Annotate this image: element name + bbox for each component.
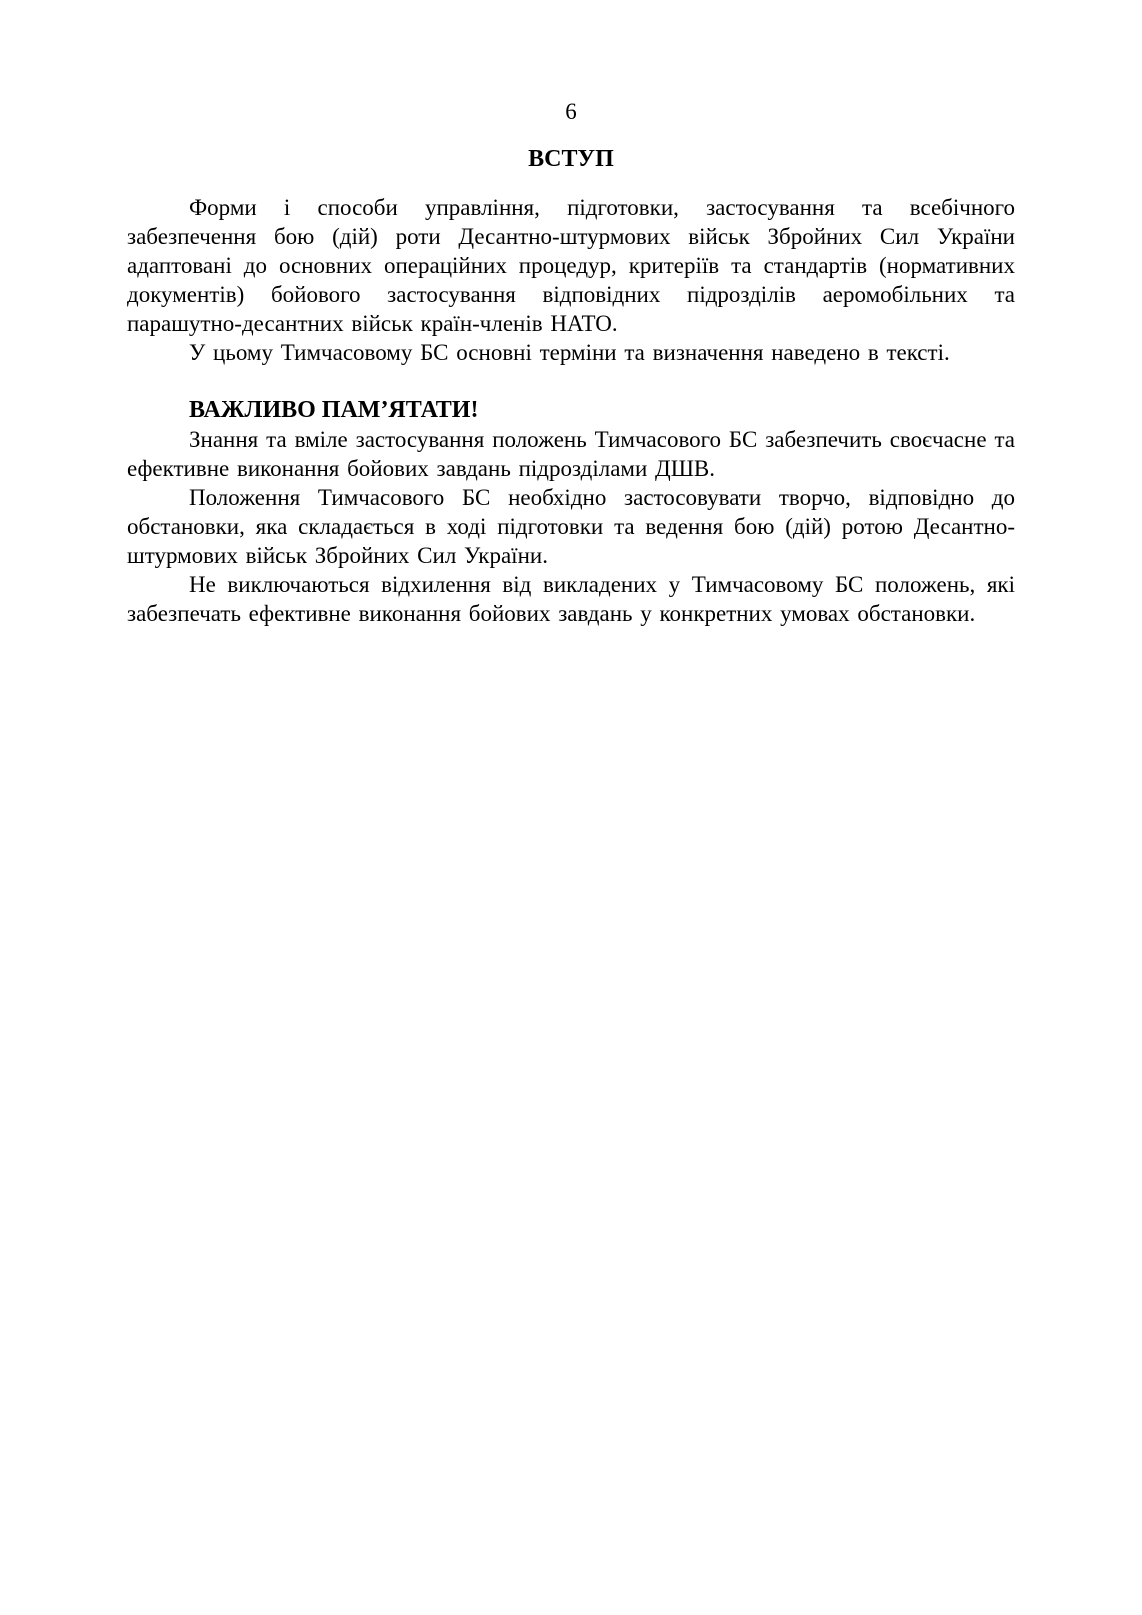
important-paragraph-2: Положення Тимчасового БС необхідно застосовувати творчо, відповідно до обстановки, яка складається в ході підготовки та ведення бою (дій) ротою Десантно-штурмових військ Збройних Сил України. xyxy=(127,485,1015,568)
important-note-heading: ВАЖЛИВО ПАМ’ЯТАТИ! xyxy=(189,397,479,423)
intro-paragraph-2: У цьому Тимчасовому БС основні терміни та визначення наведено в тексті. xyxy=(189,340,950,365)
page-title: ВСТУП xyxy=(528,146,614,172)
important-paragraph-3: Не виключаються відхилення від викладених у Тимчасовому БС положень, які забезпечать ефективне виконання бойових завдань у конкретних умовах обстановки. xyxy=(127,572,1015,626)
page-number: 6 xyxy=(565,99,577,124)
intro-paragraph-1: Форми і способи управління, підготовки, застосування та всебічного забезпечення бою (дій) роти Десантно-штурмових військ Збройних Сил України адаптовані до основних операційних процедур, критеріїв та стандартів (нормативних документів) бойового застосування відповідних підрозділів аеромобільних та парашутно-десантних військ країн-членів НАТО. xyxy=(127,195,1015,336)
important-paragraph-1: Знання та вміле застосування положень Тимчасового БС забезпечить своєчасне та ефективне виконання бойових завдань підрозділами ДШВ. xyxy=(127,427,1015,481)
document-body xyxy=(127,193,1015,628)
